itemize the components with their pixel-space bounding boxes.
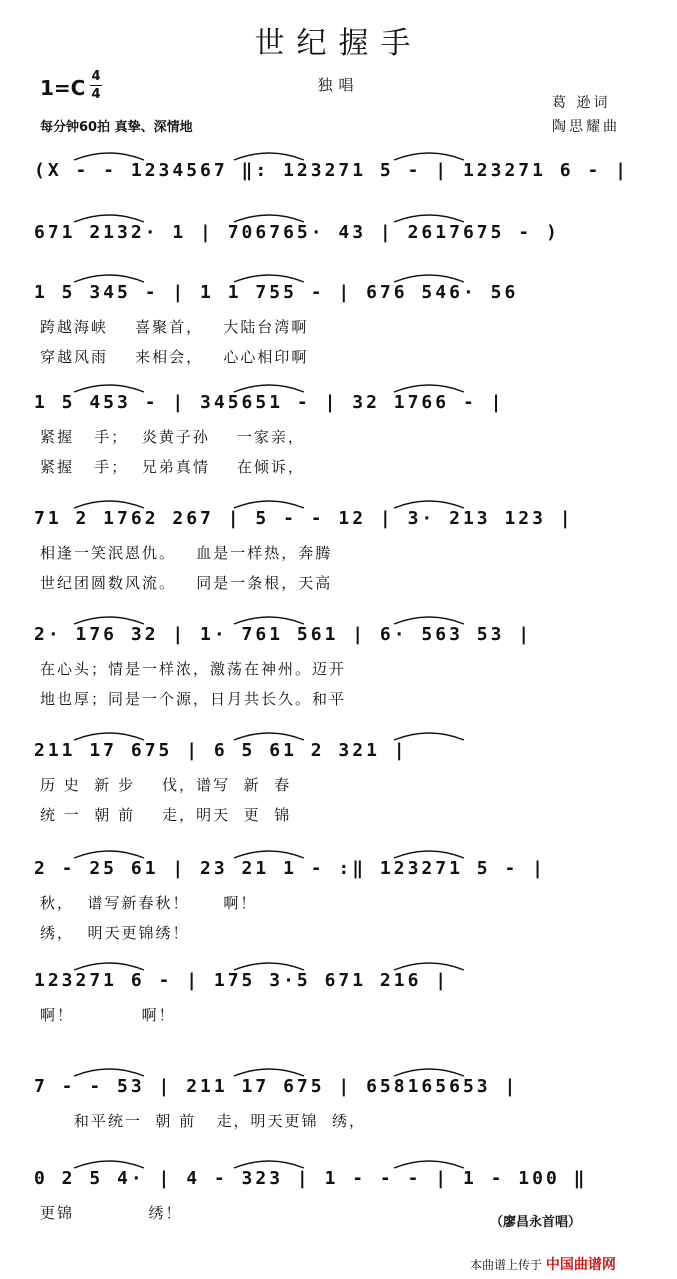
notation-line-5: 71 2 1762 267 | 5 - - 12 | 3· 213 123 | [34,508,574,529]
lyric-line-4-2: 紧握 手； 兄弟真情 在倾诉， [40,458,305,476]
slur-4-3 [394,385,464,392]
lyric-line-5-2: 世纪团圆数风流。 同是一条根，天高 [40,574,333,592]
lyric-line-4-1: 紧握 手； 炎黄子孙 一家亲， [40,428,305,446]
lyric-line-10-1: 和平统一 朝 前 走，明天更锦 绣， [40,1112,366,1130]
slur-7-1 [74,733,144,740]
lyric-line-8-1: 秋， 谱写新春秋！ 啊！ [40,894,258,912]
slur-7-3 [394,733,464,740]
notation-line-1: (X - - 1234567 ‖: 123271 5 - | 123271 6 - | [34,160,629,181]
slur-group-7 [34,724,654,744]
slur-1-3 [394,153,464,160]
slur-group-3 [34,266,654,286]
slur-6-3 [394,617,464,624]
tempo-marking: 每分钟60拍 真挚、深情地 [40,120,193,135]
slur-10-1 [74,1069,144,1076]
footer-site: 中国曲谱网 [545,1257,616,1273]
slur-group-6 [34,608,654,628]
slur-2-1 [74,215,144,222]
slur-8-1 [74,851,144,858]
slur-3-1 [74,275,144,282]
slur-8-2 [234,851,304,858]
slur-9-2 [234,963,304,970]
slur-9-3 [394,963,464,970]
slur-7-2 [234,733,304,740]
slur-8-3 [394,851,464,858]
slur-6-2 [234,617,304,624]
slur-group-5 [34,492,654,512]
lyric-line-3-1: 跨越海峡 喜聚首， 大陆台湾啊 [40,318,309,336]
slur-9-1 [74,963,144,970]
lyric-line-6-2: 地也厚；同是一个源，日月共长久。和平 [40,690,347,708]
slur-10-3 [394,1069,464,1076]
slur-group-11 [34,1152,654,1172]
slur-11-1 [74,1161,144,1168]
notation-line-7: 211 17 675 | 6 5 61 2 321 | [34,740,408,761]
notation-line-4: 1 5 453 - | 345651 - | 32 1766 - | [34,392,505,413]
lyric-line-11-1: 更锦 绣！ [40,1204,183,1222]
slur-10-2 [234,1069,304,1076]
slur-group-8 [34,842,654,862]
slur-1-1 [74,153,144,160]
lyric-line-5-1: 相逢一笑泯恩仇。 血是一样热，奔腾 [40,544,333,562]
slur-2-2 [234,215,304,222]
lyric-line-9-1: 啊！ 啊！ [40,1006,176,1024]
lyric-line-7-1: 历 史 新 步 伐，谱写 新 春 [40,776,292,794]
notation-line-3: 1 5 345 - | 1 1 755 - | 676 546· 56 [34,282,519,303]
performer-note: （廖昌永首唱） [490,1215,582,1230]
slur-group-10 [34,1060,654,1080]
key-signature: 1=C [40,76,86,100]
slur-3-2 [234,275,304,282]
lyricist-credit: 葛 逊词 [552,95,611,111]
lyric-line-3-2: 穿越风雨 来相会， 心心相印啊 [40,348,309,366]
notation-line-9: 123271 6 - | 175 3·5 671 216 | [34,970,450,991]
slur-4-2 [234,385,304,392]
meter-bottom: 4 [91,87,101,102]
lyric-line-7-2: 统 一 朝 前 走，明天 更 锦 [40,806,292,824]
footer-watermark [470,1254,616,1274]
slur-group-4 [34,376,654,396]
footer-text: 本曲谱上传于 [470,1258,543,1272]
lyric-line-6-1: 在心头；情是一样浓，激荡在神州。迈开 [40,660,347,678]
slur-group-1 [34,144,654,164]
slur-5-2 [234,501,304,508]
notation-line-8: 2 - 25 61 | 23 21 1 - :‖ 123271 5 - | [34,858,546,879]
slur-5-3 [394,501,464,508]
slur-4-1 [74,385,144,392]
song-subtitle: 独唱 [317,76,360,94]
slur-1-2 [234,153,304,160]
slur-3-3 [394,275,464,282]
slur-11-2 [234,1161,304,1168]
slur-5-1 [74,501,144,508]
notation-line-11: 0 2 5 4· | 4 - 323 | 1 - - - | 1 - 100 ‖ [34,1168,588,1189]
lyric-line-8-2: 绣， 明天更锦绣！ [40,924,190,942]
slur-group-2 [34,206,654,226]
notation-line-10: 7 - - 53 | 211 17 675 | 658165653 | [34,1076,519,1097]
notation-line-6: 2· 176 32 | 1· 761 561 | 6· 563 53 | [34,624,533,645]
composer-credit: 陶思耀曲 [552,119,620,135]
meter-top: 4 [91,69,101,84]
slur-11-3 [394,1161,464,1168]
notation-line-2: 671 2132· 1 | 706765· 43 | 2617675 - ) [34,222,560,243]
slur-6-1 [74,617,144,624]
song-title: 世纪握手 [254,26,423,61]
time-signature [90,69,102,102]
slur-group-9 [34,954,654,974]
slur-2-3 [394,215,464,222]
